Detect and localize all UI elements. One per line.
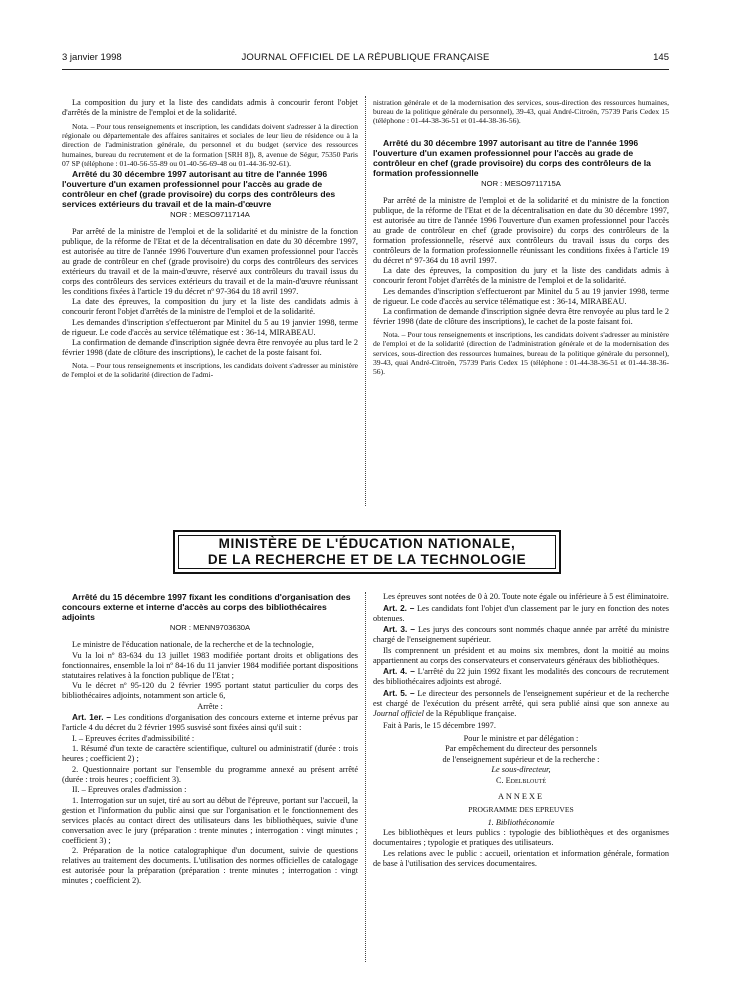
nor-reference: [373, 179, 669, 189]
section-heading: I. – Epreuves écrites d'admissibilité :: [72, 733, 195, 743]
nor-text: NOR : MENN9703630A: [169, 623, 251, 632]
decree-title: Arrêté du 15 décembre 1997 fixant les conditions d'organisation des concours externe et interne d'accès au corps des bibliothécaires adjoints: [62, 592, 351, 622]
nota-note: Nota. – Pour tous renseignements et inscription, les candidats doivent s'adresser à la direction régionale ou départementale des affaires sanitaires et sociales de leur lieu de résidence ou à la direction de l'administration générale, du personnel et du budget (service des ressources humaines, bureau du recrutement et de la formation [SRH 8]), 8, avenue de Ségur, 75350 Paris 07 SP (téléphone : 01-40-56-55-89 ou 01-40-56-69-48 ou 01-44-36-92-61).: [62, 122, 358, 168]
article-4: [373, 666, 669, 687]
paragraph: Vu le décret nº 95-120 du 2 février 1995 portant statut particulier du corps des bibliothécaires adjoints, notamment son article 6,: [62, 681, 358, 700]
header-page-number: 145: [653, 52, 669, 63]
list-item: 1. Interrogation sur un sujet, tiré au sort au début de l'épreuve, portant sur l'accueil, la gestion et l'information du public ainsi que sur l'organisation et le fonctionnement des services placés au contact direct des utilisateurs dans les bibliothèques, suivie d'une conversation avec le jury (préparation : trente minutes ; interrogation : vingt minutes ; coefficient 3) ;: [62, 795, 358, 845]
paragraph: Les relations avec le public : accueil, orientation et information générale, formation de base à l'utilisation des services documentaires.: [373, 848, 669, 868]
header-rule: [62, 69, 669, 70]
paragraph: Vu la loi nº 83-634 du 13 juillet 1983 modifiée portant droits et obligations des fonctionnaires, ensemble la loi nº 84-16 du 11 janvier 1984 modifiée portant dispositions statutaires relatives à la fonction publique de l'Etat ;: [62, 650, 358, 680]
paragraph: Les bibliothèques et leurs publics : typologie des bibliothèques et des organismes documentaires ; typologie et pratiques des utilisateurs.: [373, 828, 669, 847]
ministry-title-line2: DE LA RECHERCHE ET DE LA TECHNOLOGIE: [207, 552, 527, 567]
page-header: [62, 52, 669, 66]
signature-line: de l'enseignement supérieur et de la recherche :: [442, 754, 600, 764]
paragraph: La composition du jury et la liste des candidats admis à concourir feront l'objet d'arrêtés de la ministre de l'emploi et de la solidarité.: [62, 98, 358, 117]
article-text: L'arrêté du 22 juin 1992 fixant les modalités des concours de recrutement des bibliothécaires adjoints est abrogé.: [373, 667, 669, 686]
list-item: 2. Préparation de la notice catalographique d'un document, suivie de questions relatives au traitement des documents. L'utilisation des normes officielles de catalogage est autorisée pour la préparation (préparation : trente minutes ; interrogation : vingt minutes ; coefficient 2).: [62, 846, 358, 885]
article-2: [373, 603, 669, 624]
top-left-column: [62, 98, 358, 380]
bottom-left-column: [62, 592, 358, 887]
paragraph: Le ministre de l'éducation nationale, de la recherche et de la technologie,: [72, 640, 314, 649]
signature-title: Le sous-directeur,: [491, 765, 551, 774]
section-title: 1. Bibliothéconomie: [487, 817, 555, 827]
article-text-end: de la République française.: [423, 708, 517, 718]
article-text: Les candidats font l'objet d'un classement par le jury en fonction des notes obtenues.: [373, 603, 669, 623]
article-text: Les conditions d'organisation des concours externe et interne prévus par l'article 4 du décret du 2 février 1995 susvisé sont fixées ainsi qu'il suit :: [62, 713, 359, 732]
signature-line: Par empêchement du directeur des personnels: [445, 744, 597, 753]
paragraph: Les demandes d'inscription s'effectueront par Minitel du 5 au 19 janvier 1998, terme de rigueur. Le code d'accès au service télématique est : 36-14, MIRABEAU.: [62, 317, 358, 337]
decree-title: Arrêté du 30 décembre 1997 autorisant au titre de l'année 1996 l'ouverture d'un examen professionnel pour l'accès au grade de contrôleur en chef (grade provisoire) du corps des contrôleurs des services extérieurs du travail et de la main-d'œuvre: [62, 168, 336, 209]
decree-title: Arrêté du 30 décembre 1997 autorisant au titre de l'année 1996 l'ouverture d'un examen professionnel pour l'accès au grade de contrôleur en chef (grade provisoire) du corps des contrôleurs de la formation professionnelle: [373, 137, 651, 178]
paragraph: Les épreuves sont notées de 0 à 20. Toute note égale ou inférieure à 5 est éliminatoire.: [383, 592, 669, 601]
paragraph: La date des épreuves, la composition du jury et la liste des candidats admis à concourir feront l'objet d'arrêtés de la ministre de l'emploi et de la solidarité.: [62, 297, 358, 317]
paragraph: La date des épreuves, la composition du jury et la liste des candidats admis à concourir feront l'objet d'arrêtés de la ministre de l'emploi et de la solidarité.: [373, 266, 669, 286]
nota-note: Nota. – Pour tous renseignements et inscriptions, les candidats doivent s'adresser au ministère de l'emploi et de la solidarité (direction de l'administration générale et de la modernisation des services, sous-direction des ressources humaines, bureau de la politique générale du personnel), 39-43, quai André-Citroën, 75739 Paris Cedex 15 (téléphone : 01-44-38-36-51 et 01-44-38-36-56).: [373, 330, 669, 376]
signatory-name: C. Edelblouté: [495, 775, 547, 785]
section-heading: II. – Epreuves orales d'admission :: [72, 785, 187, 794]
list-item: 2. Questionnaire portant sur l'ensemble du programme annexé au présent arrêté (durée : trois heures ; coefficient 3).: [62, 764, 358, 784]
list-item: 1. Résumé d'un texte de caractère scientifique, culturel ou administratif (durée : trois heures ; coefficient 2) ;: [62, 744, 358, 763]
ministry-title: [208, 536, 526, 568]
article-1: [62, 712, 358, 733]
paragraph: Les demandes d'inscription s'effectueront par Minitel du 5 au 19 janvier 1998, terme de rigueur. Le code d'accès au service télématique est : 36-14, MIRABEAU.: [373, 286, 669, 306]
article-label: Art. 1er. –: [72, 712, 112, 722]
nota-continuation: nistration générale et de la modernisation des services, sous-direction des ressources humaines, bureau de la politique générale du personnel), 39-43, quai André-Citroën, 75739 Paris Cedex 15 (téléphone : 01-44-38-36-51 et 01-44-38-36-56).: [373, 98, 669, 126]
nor-reference: [62, 210, 358, 220]
article-text-start: Le directeur des personnels de l'enseignement supérieur et de la recherche est chargé de l'exécution du présent arrêté, qui sera publié ainsi que son annexe au: [373, 688, 670, 708]
signing-place-date: Fait à Paris, le 15 décembre 1997.: [383, 720, 496, 730]
annexe-heading: ANNEXE: [497, 791, 545, 801]
nor-reference: [62, 623, 358, 633]
programme-heading: PROGRAMME DES EPREUVES: [468, 804, 574, 814]
nor-text: NOR : MESO9711715A: [481, 178, 561, 188]
header-date: 3 janvier 1998: [62, 52, 122, 63]
journal-officiel-ref: Journal officiel: [373, 708, 424, 718]
ministry-heading-box: [173, 530, 561, 574]
article-label: Art. 4. –: [383, 666, 415, 676]
paragraph: Par arrêté de la ministre de l'emploi et de la solidarité et du ministre de la fonction publique, de la réforme de l'Etat et de la décentralisation en date du 30 décembre 1997, est autorisée au titre de l'année 1996 l'ouverture d'un examen professionnel pour l'accès au grade de contrôleur en chef (grade provisoire) du corps des contrôleurs des services extérieurs du travail et de la main-d'œuvre, réservé aux contrôleurs du travail issus du corps des contrôleurs des services extérieurs du travail et de la main-d'œuvre réunissant les conditions fixées à l'article 19 du décret nº 97-364 du 18 avril 1997.: [62, 226, 358, 296]
article-text: Les jurys des concours sont nommés chaque année par arrêté du ministre chargé de l'enseignement supérieur.: [373, 625, 669, 644]
paragraph: La confirmation de demande d'inscription signée devra être renvoyée au plus tard le 2 février 1998 (date de clôture des inscriptions), le cachet de la poste faisant foi.: [373, 307, 669, 327]
article-3: [373, 624, 669, 645]
paragraph: Par arrêté de la ministre de l'emploi et de la solidarité et du ministre de la fonction publique, de la réforme de l'Etat et de la décentralisation en date du 30 décembre 1997, est autorisée au titre de l'année 1996 l'ouverture d'un examen professionnel pour l'accès au grade de contrôleur en chef (grade provisoire) du corps des contrôleurs de la formation professionnelle, réservé aux contrôleurs du travail issus du corps des contrôleurs de la formation professionnelle réunissant les conditions fixées à l'article 19 du décret nº 97-364 du 18 avril 1997.: [373, 195, 669, 265]
column-divider: [365, 592, 366, 962]
bottom-right-column: [373, 592, 669, 869]
ministry-title-line1: MINISTÈRE DE L'ÉDUCATION NATIONALE,: [218, 536, 516, 551]
arrete-heading: Arrête :: [197, 701, 223, 711]
header-journal-title: JOURNAL OFFICIEL DE LA RÉPUBLIQUE FRANÇAISE: [241, 52, 490, 63]
nota-note: Nota. – Pour tous renseignements et inscriptions, les candidats doivent s'adresser au ministère de l'emploi et de la solidarité (direction de l'admi-: [62, 361, 358, 380]
article-label: Art. 2. –: [383, 602, 415, 613]
paragraph: La confirmation de demande d'inscription signée devra être renvoyée au plus tard le 2 février 1998 (date de clôture des inscriptions), le cachet de la poste faisant foi.: [62, 338, 358, 358]
article-label: Art. 3. –: [383, 624, 416, 634]
paragraph: Ils comprennent un président et au moins six membres, dont la moitié au moins appartiennent au corps des conservateurs et conservateurs généraux des bibliothèques.: [373, 645, 669, 665]
article-label: Art. 5. –: [383, 687, 415, 698]
signature-line: Pour le ministre et par délégation :: [463, 733, 579, 743]
article-5: [373, 688, 669, 719]
nor-text: NOR : MESO9711714A: [170, 209, 250, 219]
top-right-column: [373, 98, 669, 377]
column-divider: [365, 96, 366, 506]
